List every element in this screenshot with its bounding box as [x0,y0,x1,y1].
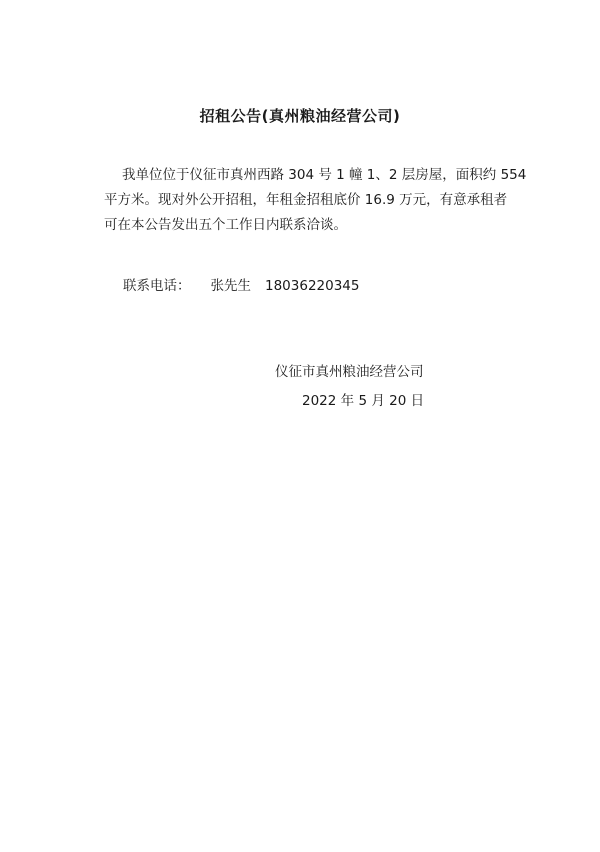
signature-organization: 仪征市真州粮油经营公司 [275,364,424,380]
notice-body [104,163,527,238]
notice-title: 招租公告(真州粮油经营公司) [199,107,401,125]
contact-name: 张先生 [210,278,251,294]
contact-label: 联系电话： [123,278,191,294]
body-line-1: 我单位位于仪征市真州西路 304 号 1 幢 1、2 层房屋，面积约 554 [122,167,527,183]
body-line-2: 平方米。现对外公开招租，年租金招租底价 16.9 万元，有意承租者 [104,192,508,208]
signature-date: 2022 年 5 月 20 日 [302,393,425,409]
body-line-3: 可在本公告发出五个工作日内联系洽谈。 [104,217,347,233]
contact-line [123,274,359,294]
contact-phone: 18036220345 [265,278,360,294]
signature-block [275,358,455,416]
